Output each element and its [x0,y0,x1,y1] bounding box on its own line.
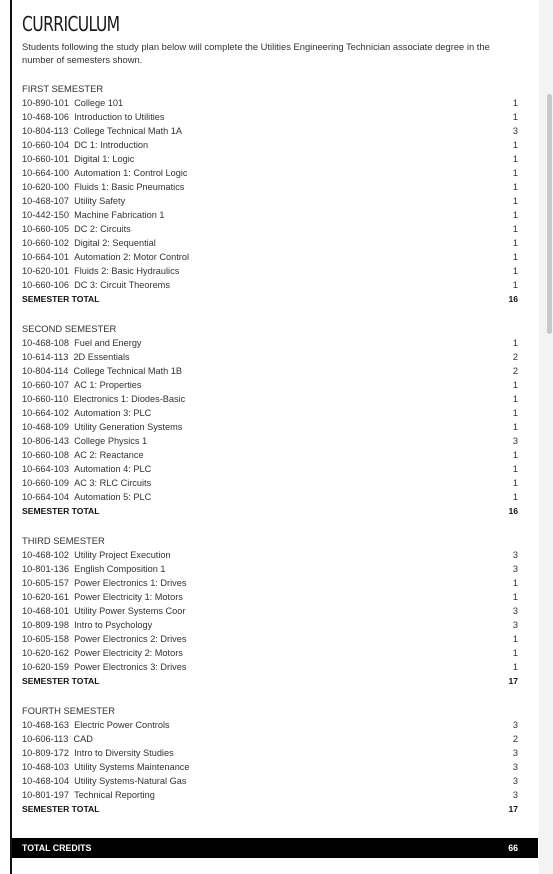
course-credits: 1 [512,98,518,108]
course-info [22,660,186,674]
course-row [22,476,520,490]
course-row [22,576,520,590]
course-row [22,392,520,406]
course-credits: 1 [512,224,518,234]
course-code: 10-660-107 [22,380,69,390]
course-info [22,138,148,152]
course-credits: 3 [512,620,518,630]
course-code: 10-620-100 [22,182,69,192]
course-name: Automation 2: Motor Control [74,252,190,262]
course-row [22,264,520,278]
course-credits: 1 [512,634,518,644]
semester-title: SECOND SEMESTER [22,323,117,334]
intro-text: Students following the study plan below will complete the Utilities Engineering Technician associate degree in the number of semesters shown. [22,41,490,65]
semester-total-value: 16 [508,294,518,304]
course-row [22,632,520,646]
course-info [22,462,151,476]
course-name: Fuel and Energy [74,338,142,348]
total-credits-value: 66 [508,843,518,853]
semester-list [22,82,520,816]
course-list [22,336,520,518]
course-row [22,646,520,660]
course-info [22,222,131,236]
semester-section [22,82,520,306]
course-credits: 1 [512,422,518,432]
course-code: 10-468-103 [22,762,69,772]
course-code: 10-620-159 [22,662,69,672]
course-code: 10-664-101 [22,252,69,262]
course-name: Fluids 2: Basic Hydraulics [74,266,180,276]
course-row [22,788,520,802]
course-credits: 1 [512,578,518,588]
course-name: Power Electronics 2: Drives [74,634,187,644]
course-row [22,774,520,788]
course-credits: 1 [512,478,518,488]
course-code: 10-804-113 [22,126,69,136]
course-row [22,96,520,110]
course-code: 10-605-157 [22,578,69,588]
course-info [22,378,142,392]
course-code: 10-804-114 [22,366,69,376]
course-row [22,124,520,138]
course-credits: 1 [512,140,518,150]
course-credits: 1 [512,592,518,602]
course-name: Automation 3: PLC [74,408,152,418]
course-credits: 1 [512,238,518,248]
course-code: 10-468-163 [22,720,69,730]
course-name: Utility Systems-Natural Gas [74,776,187,786]
course-code: 10-660-102 [22,238,69,248]
course-credits: 3 [512,790,518,800]
semester-total-row [22,504,520,518]
course-info [22,152,134,166]
course-info [22,264,179,278]
course-name: College Physics 1 [74,436,148,446]
course-name: Automation 4: PLC [74,464,152,474]
course-row [22,448,520,462]
course-code: 10-809-172 [22,748,69,758]
course-credits: 3 [512,436,518,446]
course-info [22,746,174,760]
course-credits: 1 [512,154,518,164]
semester-total-row [22,292,520,306]
course-name: Automation 5: PLC [74,492,152,502]
course-row [22,250,520,264]
course-row [22,208,520,222]
course-code: 10-801-197 [22,790,69,800]
course-name: Power Electronics 3: Drives [74,662,187,672]
course-row [22,350,520,364]
course-name: Intro to Psychology [74,620,153,630]
course-name: Power Electricity 1: Motors [74,592,183,602]
course-row [22,562,520,576]
course-code: 10-468-106 [22,112,69,122]
course-code: 10-806-143 [22,436,69,446]
course-list [22,548,520,688]
course-credits: 1 [512,408,518,418]
course-row [22,194,520,208]
course-credits: 3 [512,126,518,136]
course-name: CAD [73,734,93,744]
semester-title: FOURTH SEMESTER [22,705,116,716]
course-name: Utility Generation Systems [74,422,183,432]
course-credits: 1 [512,168,518,178]
course-code: 10-468-108 [22,338,69,348]
course-name: College Technical Math 1A [73,126,183,136]
course-credits: 1 [512,252,518,262]
course-name: DC 2: Circuits [74,224,131,234]
course-credits: 1 [512,182,518,192]
scrollbar-thumb[interactable] [547,94,552,334]
course-code: 10-660-101 [22,154,69,164]
course-info [22,434,147,448]
course-name: Introduction to Utilities [74,112,165,122]
total-credits-bar [12,838,538,858]
course-code: 10-620-162 [22,648,69,658]
course-info [22,548,171,562]
course-info [22,96,123,110]
course-credits: 1 [512,380,518,390]
semester-total-label: SEMESTER TOTAL [22,506,100,516]
course-code: 10-605-158 [22,634,69,644]
course-credits: 1 [512,662,518,672]
course-row [22,548,520,562]
semester-section [22,322,520,518]
course-info [22,632,186,646]
course-name: College Technical Math 1B [73,366,183,376]
course-name: Power Electronics 1: Drives [74,578,187,588]
semester-section [22,704,520,816]
course-code: 10-660-104 [22,140,69,150]
course-name: DC 3: Circuit Theorems [74,280,170,290]
course-info [22,788,155,802]
curriculum-content [22,12,520,816]
semester-total-label: SEMESTER TOTAL [22,676,100,686]
course-row [22,236,520,250]
semester-total-value: 17 [508,804,518,814]
course-row [22,278,520,292]
course-info [22,124,182,138]
course-credits: 3 [512,606,518,616]
course-info [22,760,190,774]
course-name: AC 3: RLC Circuits [74,478,152,488]
course-credits: 2 [512,366,518,376]
course-credits: 1 [512,210,518,220]
course-info [22,392,185,406]
course-code: 10-801-136 [22,564,69,574]
course-row [22,462,520,476]
course-list [22,718,520,816]
course-row [22,152,520,166]
course-row [22,760,520,774]
course-code: 10-660-110 [22,394,69,404]
course-credits: 1 [512,266,518,276]
course-row [22,364,520,378]
course-credits: 1 [512,394,518,404]
course-info [22,236,156,250]
course-name: Electric Power Controls [74,720,170,730]
course-name: AC 1: Properties [74,380,142,390]
course-info [22,336,142,350]
course-info [22,646,183,660]
course-credits: 1 [512,196,518,206]
course-name: Fluids 1: Basic Pneumatics [74,182,185,192]
course-name: Intro to Diversity Studies [74,748,174,758]
course-code: 10-468-102 [22,550,69,560]
course-credits: 3 [512,762,518,772]
course-credits: 1 [512,450,518,460]
course-credits: 2 [512,352,518,362]
semester-total-value: 17 [508,676,518,686]
course-info [22,194,125,208]
course-name: Digital 2: Sequential [74,238,156,248]
course-row [22,604,520,618]
course-row [22,660,520,674]
course-credits: 3 [512,748,518,758]
course-credits: 1 [512,112,518,122]
course-name: AC 2: Reactance [74,450,144,460]
course-name: Technical Reporting [74,790,155,800]
course-info [22,774,186,788]
course-row [22,590,520,604]
course-row [22,166,520,180]
course-name: Machine Fabrication 1 [74,210,165,220]
course-row [22,336,520,350]
course-row [22,378,520,392]
course-credits: 1 [512,338,518,348]
course-info [22,476,151,490]
course-info [22,180,184,194]
course-credits: 1 [512,280,518,290]
semester-section [22,534,520,688]
course-row [22,180,520,194]
course-credits: 3 [512,720,518,730]
course-row [22,406,520,420]
course-info [22,208,165,222]
course-row [22,222,520,236]
semester-title: FIRST SEMESTER [22,83,104,94]
semester-title: THIRD SEMESTER [22,535,105,546]
course-code: 10-660-108 [22,450,69,460]
course-code: 10-468-104 [22,776,69,786]
course-info [22,562,166,576]
course-name: DC 1: Introduction [74,140,149,150]
course-name: Utility Project Execution [74,550,171,560]
course-row [22,434,520,448]
total-credits-label: TOTAL CREDITS [22,843,92,853]
course-info [22,604,185,618]
course-code: 10-660-106 [22,280,69,290]
course-info [22,590,183,604]
course-info [22,732,93,746]
course-list [22,96,520,306]
course-credits: 3 [512,550,518,560]
course-name: Utility Power Systems Coor [74,606,186,616]
course-code: 10-890-101 [22,98,69,108]
course-row [22,746,520,760]
course-code: 10-664-100 [22,168,69,178]
course-name: Automation 1: Control Logic [74,168,188,178]
course-code: 10-660-109 [22,478,69,488]
course-row [22,490,520,504]
course-code: 10-664-102 [22,408,69,418]
course-code: 10-606-113 [22,734,69,744]
course-info [22,490,151,504]
course-code: 10-809-198 [22,620,69,630]
course-credits: 3 [512,776,518,786]
course-row [22,138,520,152]
course-info [22,618,152,632]
course-name: English Composition 1 [74,564,166,574]
course-credits: 3 [512,564,518,574]
course-info [22,350,130,364]
course-code: 10-614-113 [22,352,69,362]
page-title: CURRICULUM [22,12,120,36]
course-name: Utility Safety [74,196,126,206]
course-info [22,166,188,180]
course-code: 10-660-105 [22,224,69,234]
course-name: College 101 [74,98,124,108]
course-info [22,364,182,378]
course-code: 10-620-161 [22,592,69,602]
course-code: 10-442-150 [22,210,69,220]
course-name: Power Electricity 2: Motors [74,648,183,658]
course-code: 10-620-101 [22,266,69,276]
course-row [22,618,520,632]
course-name: 2D Essentials [73,352,130,362]
course-row [22,420,520,434]
course-info [22,718,170,732]
course-code: 10-664-104 [22,492,69,502]
semester-total-row [22,802,520,816]
course-info [22,278,170,292]
course-info [22,110,165,124]
semester-total-row [22,674,520,688]
course-credits: 1 [512,492,518,502]
course-credits: 1 [512,648,518,658]
semester-total-label: SEMESTER TOTAL [22,294,100,304]
course-code: 10-664-103 [22,464,69,474]
course-row [22,110,520,124]
course-info [22,406,151,420]
course-row [22,732,520,746]
course-credits: 2 [512,734,518,744]
course-code: 10-468-107 [22,196,69,206]
course-info [22,448,144,462]
course-code: 10-468-109 [22,422,69,432]
course-info [22,420,182,434]
course-info [22,250,189,264]
left-border-rule [10,0,12,874]
course-name: Utility Systems Maintenance [74,762,190,772]
course-name: Digital 1: Logic [74,154,135,164]
course-name: Electronics 1: Diodes-Basic [73,394,186,404]
course-info [22,576,186,590]
course-code: 10-468-101 [22,606,69,616]
course-row [22,718,520,732]
semester-total-label: SEMESTER TOTAL [22,804,100,814]
course-credits: 1 [512,464,518,474]
semester-total-value: 16 [508,506,518,516]
